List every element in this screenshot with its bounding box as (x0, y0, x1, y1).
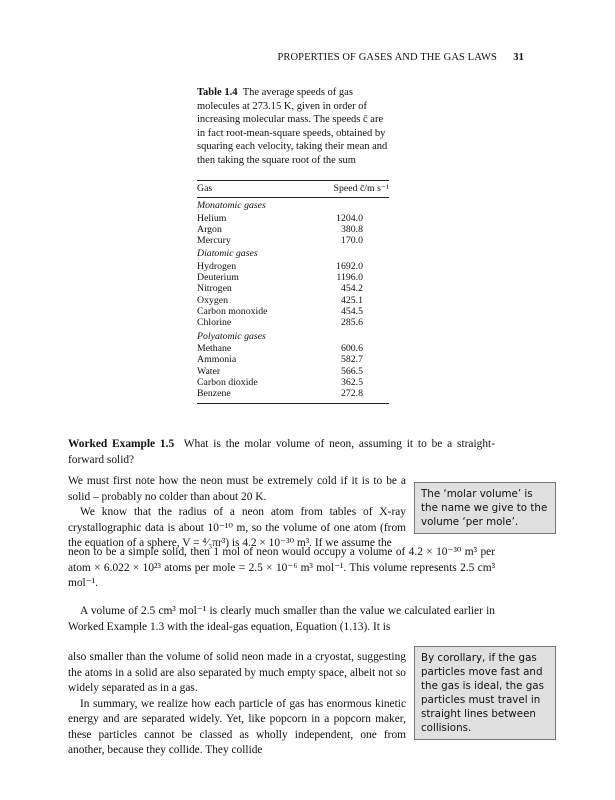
paragraph-3b: also smaller than the volume of solid neon made in a cryostat, suggesting the atoms in a solid are also separated by much empty space, albeit not so widely separated as in a gas. (68, 651, 406, 694)
table-bottom-rule (197, 403, 389, 404)
gas-name: Carbon monoxide (197, 306, 268, 318)
gas-name: Carbon dioxide (197, 377, 258, 389)
gas-speed: 380.8 (340, 223, 363, 235)
table-label: Table 1.4 (197, 87, 238, 98)
gas-name: Methane (197, 343, 232, 355)
note-corollary-text: By corollary, if the gas particles move fast and the gas is ideal, the gas particles must travel in straight lines between collisions. (421, 652, 544, 734)
speed-table (197, 180, 389, 404)
table-body (197, 199, 389, 400)
worked-example-label: Worked Example 1.5 (68, 438, 175, 450)
gas-speed: 454.5 (340, 306, 363, 318)
column-header-speed: Speed c̄/m s⁻¹ (333, 183, 389, 194)
table-row (197, 295, 389, 306)
table-row (197, 283, 389, 294)
gas-speed: 272.8 (340, 388, 363, 400)
running-title: PROPERTIES OF GASES AND THE GAS LAWS (277, 52, 497, 63)
table-group-label: Monatomic gases (197, 200, 266, 211)
gas-speed: 1196.0 (336, 272, 363, 284)
table-row (197, 388, 389, 399)
table-group-label: Diatomic gases (197, 248, 258, 260)
answer-paragraph-1: We must first note how the neon must be extremely cold if it is to be a solid – probably no colder than about 20 K. (68, 475, 406, 503)
table-caption-text: The average speeds of gas molecules at 273.15 K, given in order of increasing molecular mass. The speeds c̄ are in fact root-mean-square speeds, obtained by squaring each velocity, taking their mean and then taking the square root of the sum (197, 87, 388, 166)
gas-name: Chlorine (197, 317, 232, 329)
gas-name: Water (197, 365, 221, 377)
table-row (197, 306, 389, 317)
table-row (197, 235, 389, 246)
gas-name: Helium (197, 212, 227, 224)
worked-example-question-text: What is the molar volume of neon, assuming it to be a straight-forward solid? (68, 438, 495, 466)
table-row (197, 317, 389, 328)
running-header (277, 52, 524, 63)
table-row (197, 213, 389, 224)
answer-paragraph-2b: neon to be a simple solid, then 1 mol of neon would occupy a volume of 4.2 × 10⁻³⁰ m³ per atom × 6.022 × 10²³ atoms per mole = 2.5 × 10⁻⁶ m³ mol⁻¹. This volume represents 2.5 cm³ mol⁻¹. (68, 546, 495, 589)
column-header-gas: Gas (197, 183, 213, 194)
body-paragraph-3a (68, 604, 495, 635)
table-row (197, 272, 389, 283)
table-header-row (197, 181, 389, 197)
gas-name: Benzene (197, 388, 231, 400)
gas-name: Hydrogen (197, 260, 237, 272)
paragraph-3a: A volume of 2.5 cm³ mol⁻¹ is clearly much smaller than the value we calculated earlier in Worked Example 1.3 with the ideal-gas equation, Equation (1.13). It is (68, 605, 495, 633)
worked-example-answer-b (68, 545, 495, 592)
page-number: 31 (513, 52, 524, 63)
body-paragraph-3b-4 (68, 650, 406, 759)
table-row (197, 343, 389, 354)
table-row (197, 261, 389, 272)
gas-name: Nitrogen (197, 283, 232, 295)
worked-example-question (68, 437, 495, 468)
table-header-rule (197, 197, 389, 198)
gas-speed: 285.6 (340, 317, 363, 329)
gas-speed: 600.6 (340, 343, 363, 355)
gas-name: Ammonia (197, 354, 237, 366)
gas-speed: 454.2 (340, 283, 363, 295)
margin-note-corollary (414, 646, 556, 740)
gas-name: Mercury (197, 235, 231, 247)
table-row (197, 366, 389, 377)
note-molar-volume-text: The ‘molar volume’ is the name we give to the volume ‘per mole’. (421, 488, 548, 528)
gas-speed: 1692.0 (336, 260, 363, 272)
table-group-label: Polyatomic gases (197, 330, 266, 342)
gas-speed: 1204.0 (336, 212, 363, 224)
answer-paragraph-2a: We know that the radius of a neon atom from tables of X-ray crystallographic data is about 10⁻¹⁰ m, so the volume of one atom (from the equation of a sphere, V = ⁴⁄₃πr³) is 4.2 × 10⁻³⁰ m³. If we assume the (68, 506, 406, 549)
table-row (197, 354, 389, 365)
margin-note-molar-volume (414, 482, 556, 534)
gas-speed: 170.0 (340, 235, 363, 247)
gas-name: Deuterium (197, 272, 239, 284)
table-row (197, 224, 389, 235)
gas-speed: 362.5 (340, 377, 363, 389)
gas-speed: 582.7 (340, 354, 363, 366)
gas-speed: 425.1 (340, 294, 363, 306)
table-row (197, 377, 389, 388)
table-caption (197, 86, 389, 167)
gas-name: Argon (197, 223, 222, 235)
paragraph-4: In summary, we realize how each particle of gas has enormous kinetic energy and are separated widely. Yet, like popcorn in a popcorn maker, these particles cannot be classed as wholly independent, one from another, because they collide. They collide (68, 697, 406, 756)
gas-name: Oxygen (197, 294, 229, 306)
worked-example-answer-a (68, 474, 406, 552)
gas-speed: 566.5 (340, 365, 363, 377)
